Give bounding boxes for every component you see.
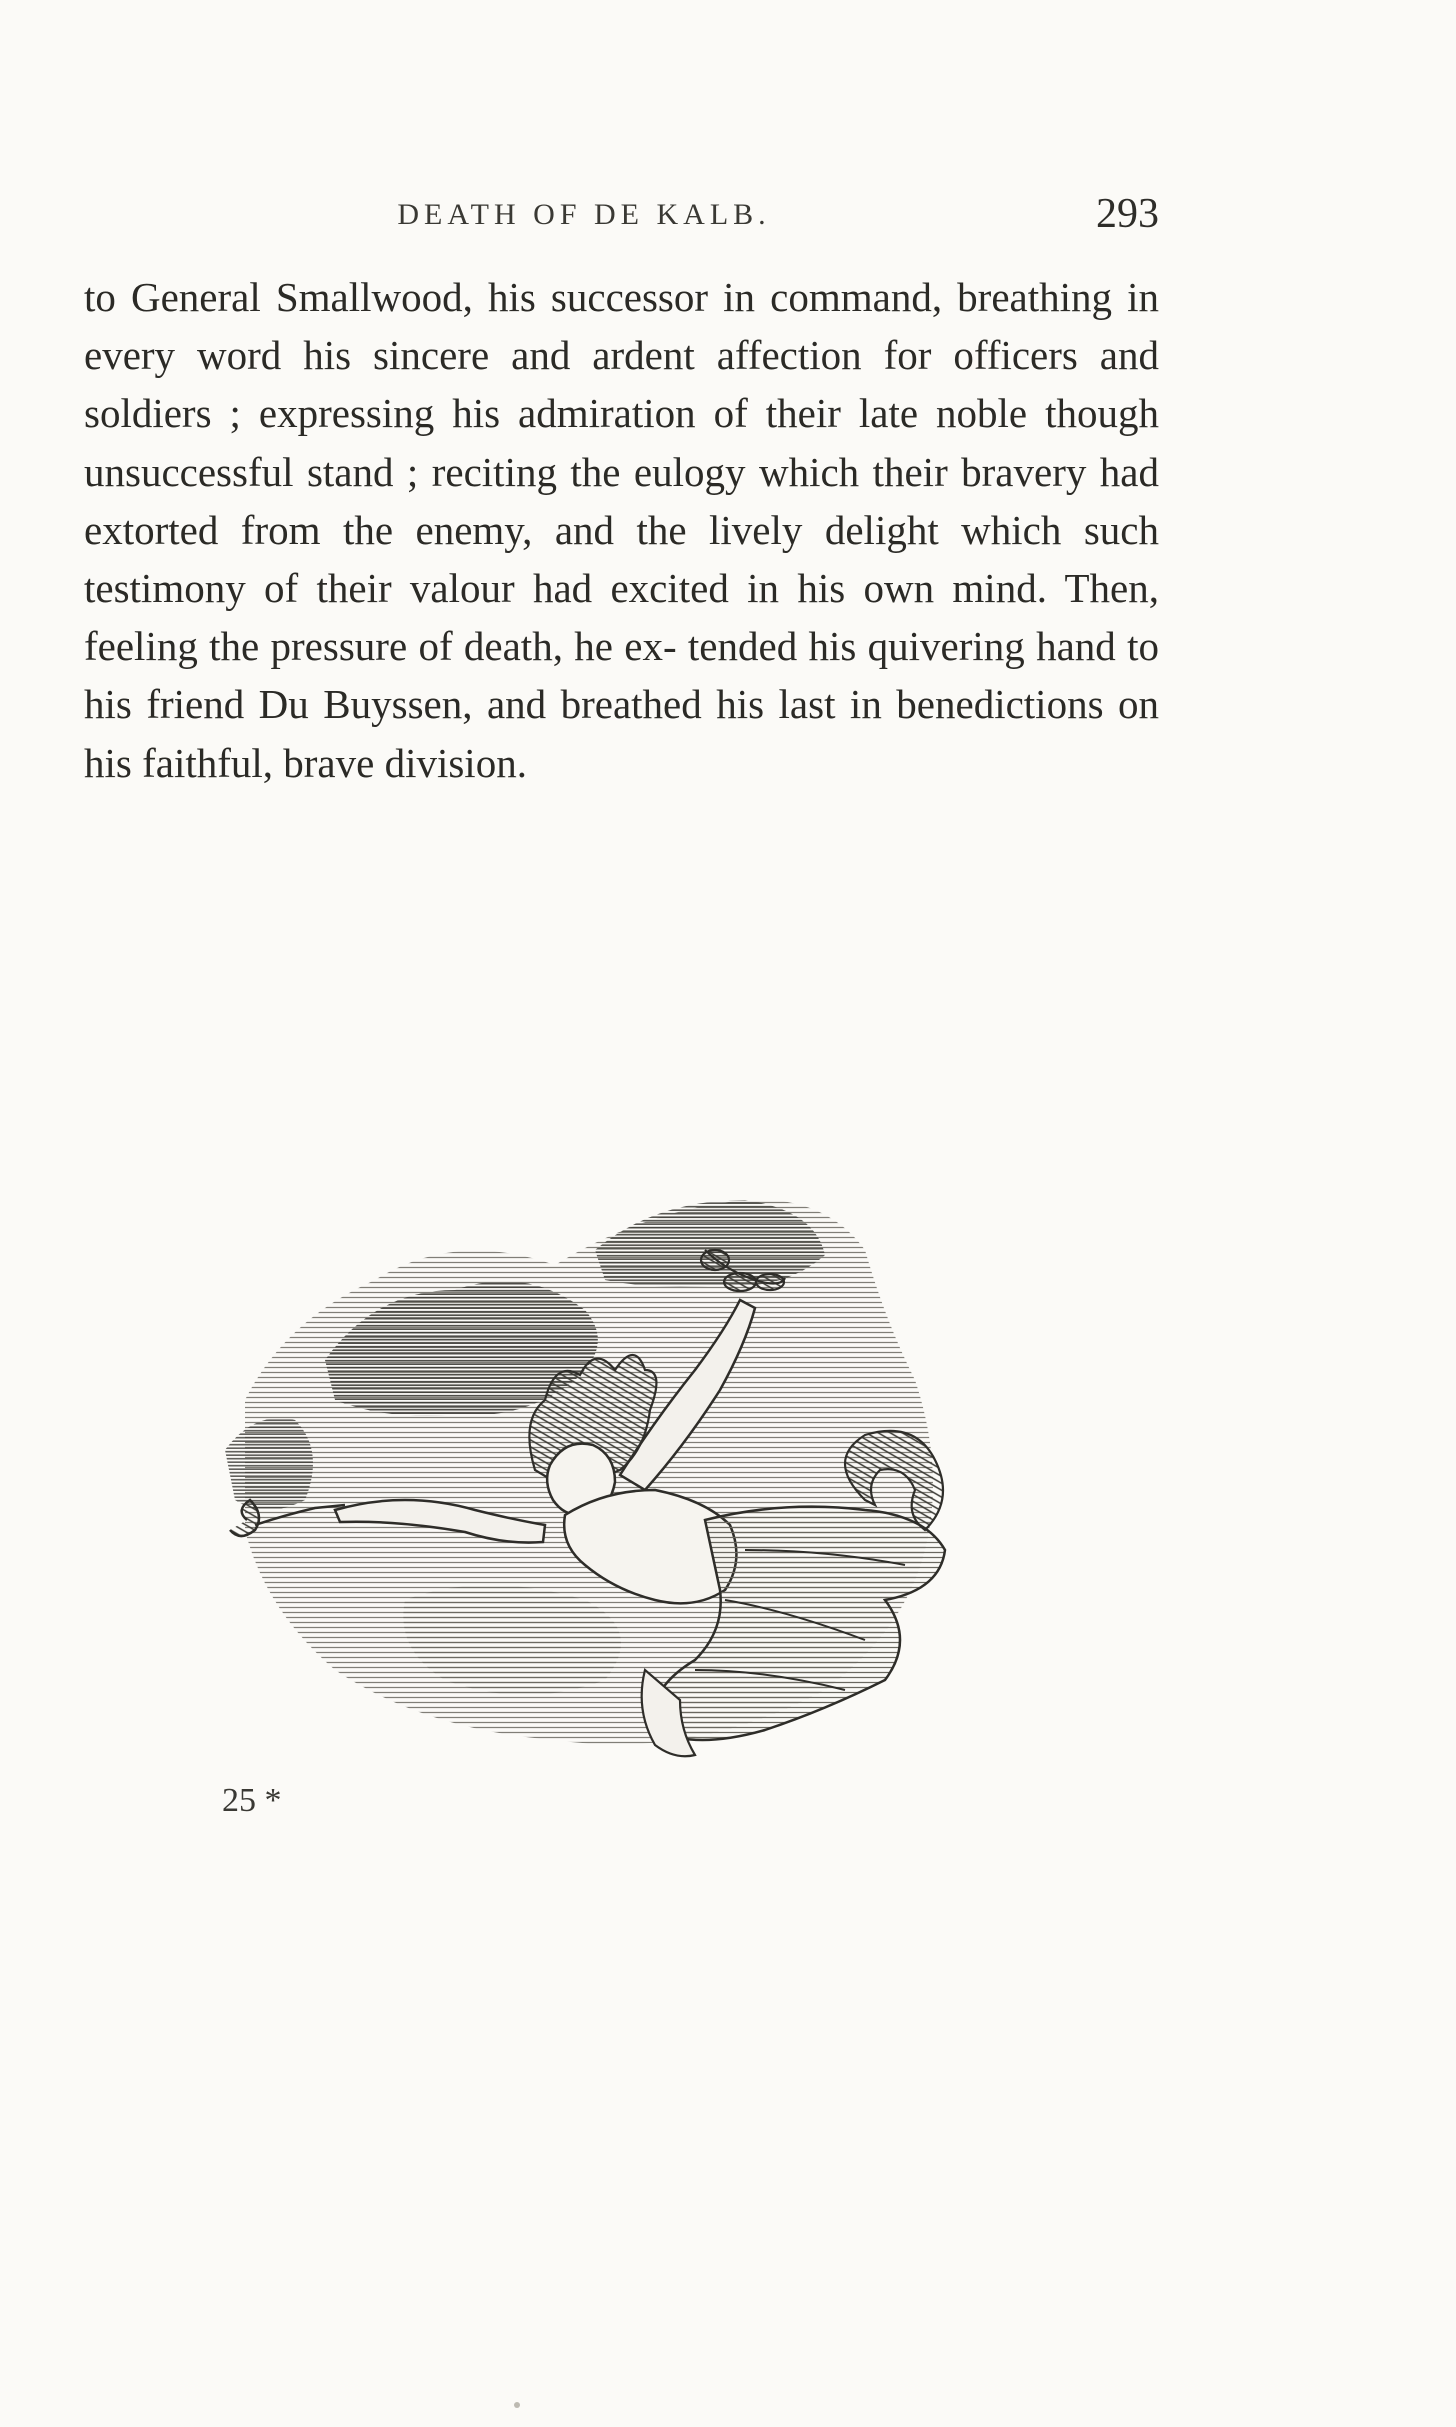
- running-head: [84, 190, 1159, 240]
- running-title: DEATH OF DE KALB.: [397, 198, 771, 231]
- page-number: 293: [1096, 191, 1159, 237]
- cloud-far-left: [225, 1418, 313, 1510]
- paper-speck: [514, 2402, 520, 2408]
- flying-figure-engraving: [225, 1170, 1045, 1810]
- body-paragraph: to General Smallwood, his successor in command, breathing in every word his sincere and ardent affection for officers and soldiers ; expressing his admiration of their late noble though unsuccessful stand ; reciting the eulogy which their bravery had extorted from the enemy, and the lively delight which such testimony of their valour had excited in his own mind. Then, feeling the pressure of death, he ex- tended his quivering hand to his friend Du Buyssen, and breathed his last in benedictions on his faithful, brave division.: [84, 274, 1159, 786]
- signature-mark: 25 *: [222, 1782, 282, 1819]
